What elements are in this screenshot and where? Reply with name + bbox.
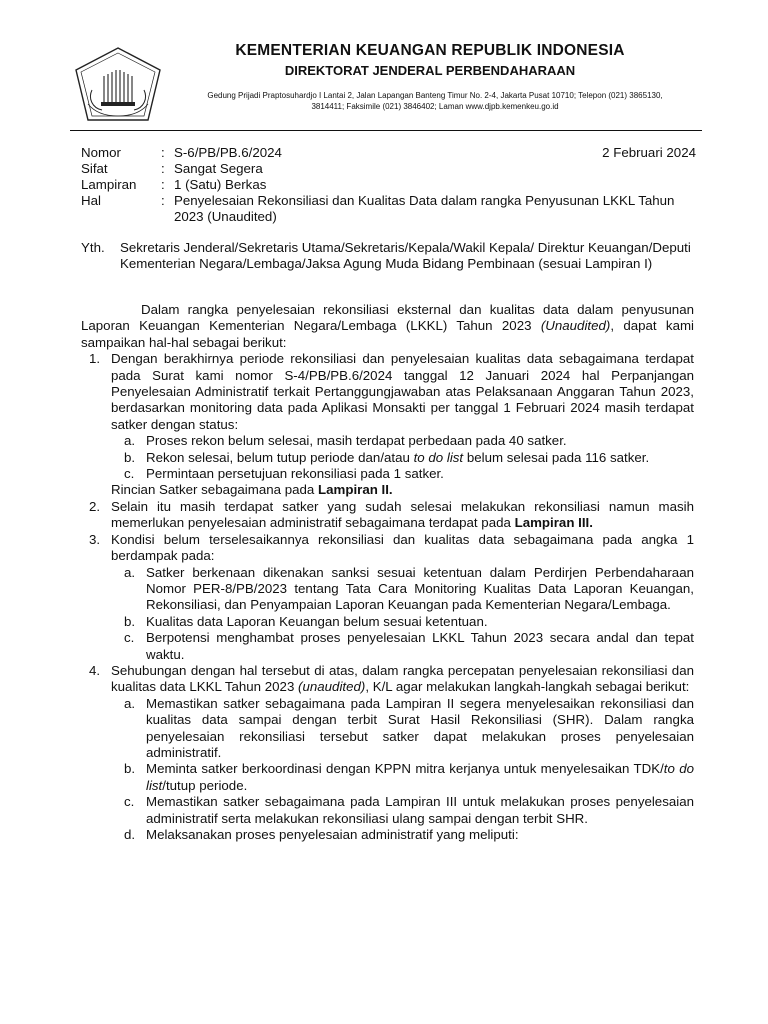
item-number: 3. bbox=[89, 531, 101, 547]
sub-text: Melaksanakan proses penyelesaian administratif yang meliputi: bbox=[146, 827, 519, 842]
sub-letter: a. bbox=[124, 564, 136, 580]
list-item-3 bbox=[81, 532, 694, 663]
lampiran-label: Lampiran bbox=[81, 177, 137, 192]
item-4-body: Sehubungan dengan hal tersebut di atas, dalam rangka percepatan penyelesaian rekonsiliasi dan kualitas data LKKL Tahun 2023 bbox=[111, 662, 694, 695]
item-number: 1. bbox=[89, 351, 101, 367]
sub-text: Memastikan satker sebagaimana pada Lampiran III untuk melakukan proses penyelesaian administratif serta melakukan rekonsiliasi ulang sampai dengan terbit SHR. bbox=[146, 794, 694, 826]
letterhead-divider bbox=[70, 130, 702, 131]
sub-letter: c. bbox=[124, 466, 135, 482]
sub-text: Berpotensi menghambat proses penyelesaian LKKL Tahun 2023 secara andal dan tepat waktu. bbox=[146, 630, 694, 662]
hal-label: Hal bbox=[81, 193, 101, 208]
intro-paragraph bbox=[81, 302, 694, 351]
rincian-line bbox=[111, 482, 694, 498]
meta-sifat bbox=[81, 161, 696, 177]
main-list bbox=[81, 351, 694, 843]
sub-item-4a bbox=[111, 696, 694, 762]
sub-text-end: belum selesai pada 116 satker. bbox=[463, 449, 650, 465]
sub-letter: b. bbox=[124, 449, 136, 465]
addressee-label: Yth. bbox=[81, 240, 105, 255]
ministry-emblem-icon bbox=[74, 46, 162, 124]
rincian-text: Rincian Satker sebagaimana pada bbox=[111, 482, 318, 498]
sub-item-1c bbox=[111, 466, 694, 482]
list-item-1 bbox=[81, 351, 694, 499]
colon: : bbox=[161, 177, 165, 192]
list-item-4 bbox=[81, 663, 694, 843]
item-4-body-end: , K/L agar melakukan langkah-langkah sebagai berikut: bbox=[365, 679, 690, 695]
sub-letter: b. bbox=[124, 761, 136, 777]
sub-letter: b. bbox=[124, 613, 136, 629]
item-3-sublist bbox=[111, 565, 694, 663]
item-4-text bbox=[111, 663, 694, 696]
item-1-text: Dengan berakhirnya periode rekonsiliasi dan penyelesaian kualitas data sebagaimana terdapat pada Surat kami nomor S-4/PB/PB.6/2024 tanggal 12 Januari 2024 hal Perpanjangan Penyelesaian Administratif terkait Pertanggungjawaban atas Pelaksanaan Anggaran Tahun 2023, berdasarkan monitoring data pada Aplikasi Monsakti per tanggal 1 Februari 2024 masih terdapat satker dengan status: bbox=[111, 351, 694, 432]
meta-hal bbox=[81, 193, 696, 225]
intro-text-end: , dapat kami sampaikan hal-hal sebagai berikut: bbox=[81, 318, 695, 350]
item-2-text bbox=[111, 499, 694, 532]
item-number: 4. bbox=[89, 662, 101, 678]
sub-text: Permintaan persetujuan rekonsiliasi pada 1 satker. bbox=[146, 466, 444, 482]
sub-item-1b bbox=[111, 450, 694, 466]
sub-text: Kualitas data Laporan Keuangan belum sesuai ketentuan. bbox=[146, 613, 488, 629]
address-line-1: Gedung Prijadi Praptosuhardjo I Lantai 2, Jalan Lapangan Banteng Timur No. 2-4, Jakarta Pusat 10710; Telepon (021) 3865130, bbox=[207, 91, 663, 100]
sub-emphasis: to do list bbox=[413, 449, 464, 465]
sub-text-end: /tutup periode. bbox=[162, 777, 248, 793]
sub-text: Meminta satker berkoordinasi dengan KPPN mitra kerjanya untuk menyelesaikan TDK/ bbox=[146, 761, 664, 777]
address-line-2: 3814411; Faksimile (021) 3846402; Laman www.djpb.kemenkeu.go.id bbox=[311, 102, 559, 111]
sub-letter: d. bbox=[124, 827, 136, 842]
sifat-label: Sifat bbox=[81, 161, 108, 176]
sub-text: Memastikan satker sebagaimana pada Lampiran II segera menyelesaikan rekonsiliasi dan kualitas data sampai dengan terbit Surat Hasil Rekonsiliasi (SHR). Dalam rangka penyelesaian rekonsiliasi tersebut satker dapat melakukan proses penyelesaian administratif. bbox=[146, 695, 694, 760]
list-item-2 bbox=[81, 499, 694, 532]
address bbox=[170, 90, 700, 112]
sub-text: Satker berkenaan dikenakan sanksi sesuai ketentuan dalam Perdirjen Perbendaharaan Nomor PER-8/PB/2023 tentang Tata Cara Monitoring Kualitas Data Laporan Keuangan, Rekonsiliasi, dan Penyampaian Laporan Keuangan pada Kementerian Negara/Lembaga. bbox=[146, 564, 694, 613]
letter-date: 2 Februari 2024 bbox=[602, 145, 696, 160]
hal-value: Penyelesaian Rekonsiliasi dan Kualitas Data dalam rangka Penyusunan LKKL Tahun 2023 (Unaudited) bbox=[174, 193, 675, 224]
sifat-value: Sangat Segera bbox=[174, 161, 263, 176]
sub-letter: c. bbox=[124, 630, 135, 646]
sub-text: Proses rekon belum selesai, masih terdapat perbedaan pada 40 satker. bbox=[146, 433, 567, 449]
sub-letter: a. bbox=[124, 695, 136, 711]
sub-item-4d bbox=[111, 827, 694, 843]
letter-meta bbox=[81, 145, 696, 225]
item-1-sublist bbox=[111, 433, 694, 482]
item-number: 2. bbox=[89, 498, 101, 514]
lampiran-value: 1 (Satu) Berkas bbox=[174, 177, 267, 192]
sub-item-3b bbox=[111, 614, 694, 630]
sub-letter: c. bbox=[124, 794, 135, 810]
item-2-bold: Lampiran III. bbox=[514, 515, 593, 531]
item-4-sublist bbox=[111, 696, 694, 844]
nomor-value: S-6/PB/PB.6/2024 bbox=[174, 145, 282, 160]
colon: : bbox=[161, 193, 165, 208]
intro-unaudited: (Unaudited) bbox=[540, 318, 611, 334]
nomor-label: Nomor bbox=[81, 145, 121, 160]
sub-text: Rekon selesai, belum tutup periode dan/atau bbox=[146, 449, 414, 465]
item-2-body: Selain itu masih terdapat satker yang sudah selesai melakukan rekonsiliasi namun masih memerlukan penyelesaian administratif sebagaimana terdapat pada bbox=[111, 498, 694, 531]
intro-text: Dalam rangka penyelesaian rekonsiliasi eksternal dan kualitas data dalam penyusunan Laporan Keuangan Kementerian Negara/Lembaga (LKKL) Tahun 2023 bbox=[81, 302, 694, 334]
item-3-text: Kondisi belum terselesaikannya rekonsiliasi dan kualitas data sebagaimana pada angka 1 berdampak pada: bbox=[111, 531, 694, 564]
letterhead bbox=[70, 38, 700, 133]
letter-body bbox=[81, 302, 694, 843]
ministry-name: KEMENTERIAN KEUANGAN REPUBLIK INDONESIA bbox=[235, 42, 625, 59]
rincian-bold: Lampiran II. bbox=[317, 482, 393, 498]
sub-item-4c bbox=[111, 794, 694, 827]
sub-item-3a bbox=[111, 565, 694, 614]
item-4-emphasis: (unaudited) bbox=[298, 679, 366, 695]
meta-nomor bbox=[81, 145, 696, 161]
addressee-text: Sekretaris Jenderal/Sekretaris Utama/Sekretaris/Kepala/Wakil Kepala/ Direktur Keuangan/Deputi Kementerian Negara/Lembaga/Jaksa Agung Muda Bidang Pembinaan (sesuai Lampiran I) bbox=[120, 240, 691, 271]
sub-emphasis: to do list bbox=[146, 761, 695, 793]
colon: : bbox=[161, 161, 165, 176]
colon: : bbox=[161, 145, 165, 160]
sub-item-3c bbox=[111, 630, 694, 663]
sub-item-1a bbox=[111, 433, 694, 449]
meta-lampiran bbox=[81, 177, 696, 193]
sub-letter: a. bbox=[124, 433, 136, 449]
sub-item-4b bbox=[111, 761, 694, 794]
directorate-name: DIREKTORAT JENDERAL PERBENDAHARAAN bbox=[284, 63, 576, 78]
